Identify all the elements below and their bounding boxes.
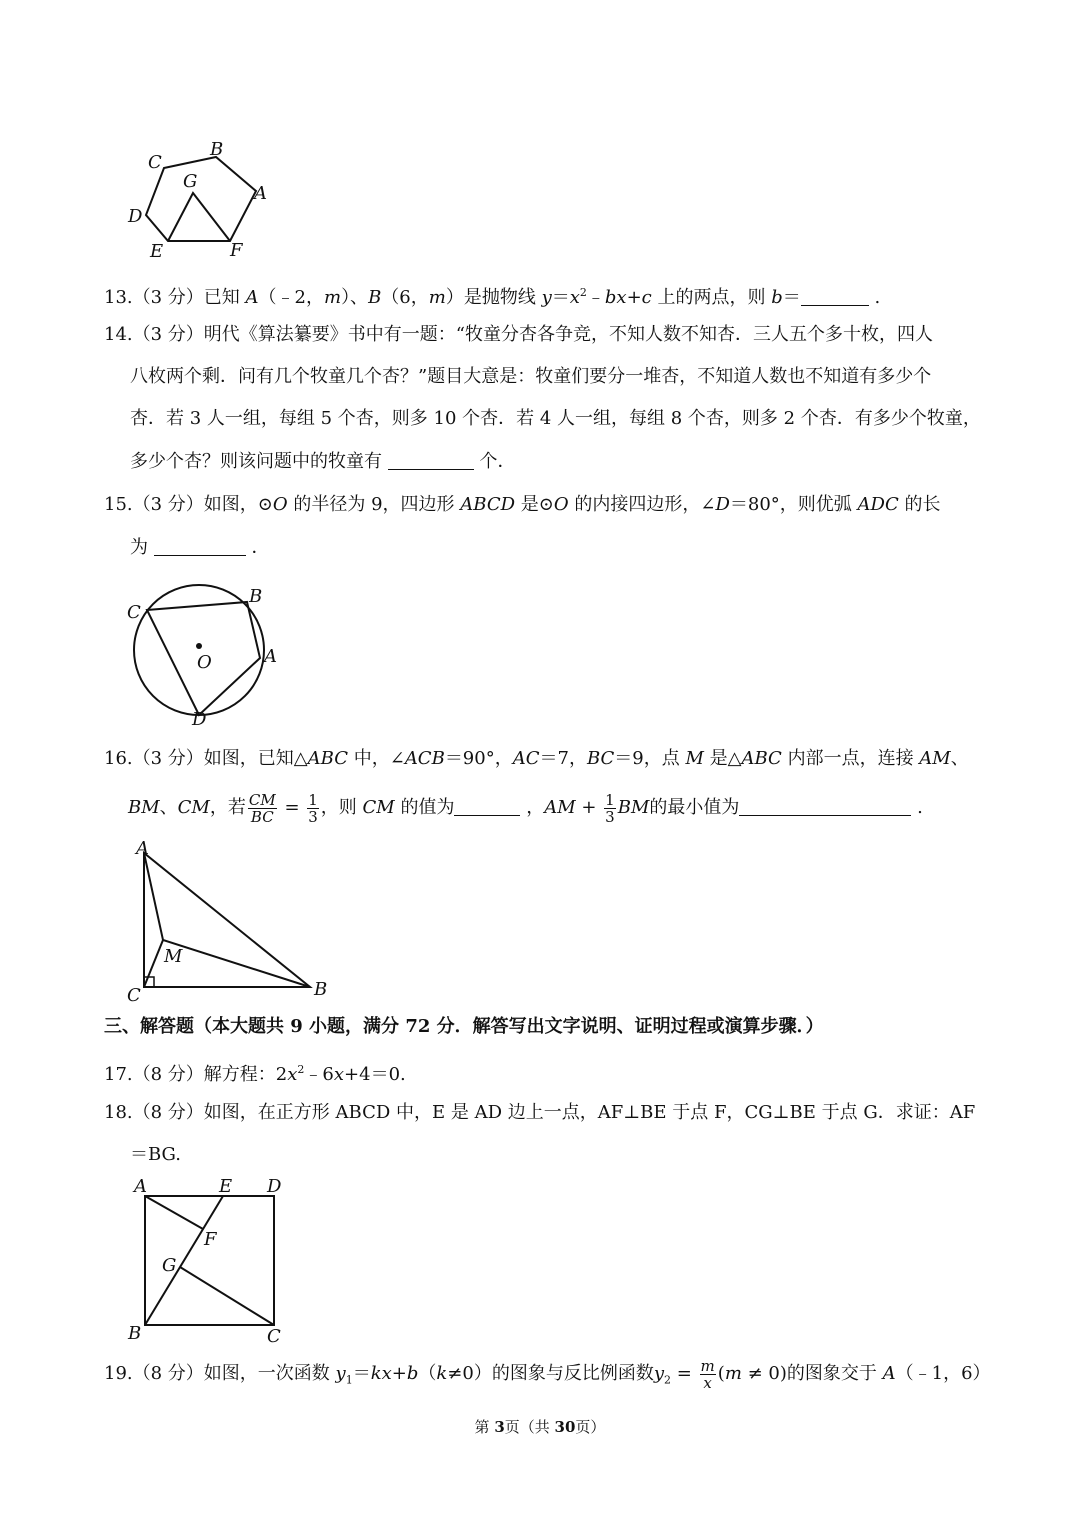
- q16-ac: AC: [512, 748, 540, 769]
- label-A: A: [134, 1176, 147, 1197]
- q13-b2: b: [771, 287, 783, 308]
- q19-eq: ＝: [352, 1363, 371, 1384]
- footer-t2: 页（共: [504, 1418, 555, 1436]
- q13-sup: 2: [579, 286, 587, 299]
- fraction-cm-bc: [248, 792, 277, 825]
- q16-plus: +: [575, 797, 603, 818]
- circle-shape: [134, 585, 264, 715]
- label-A: A: [136, 838, 149, 859]
- q16-answer-blank-1[interactable]: [454, 797, 520, 816]
- q13-eq: ＝: [551, 287, 570, 308]
- q15-answer-blank[interactable]: [154, 537, 246, 556]
- label-E: E: [150, 241, 164, 262]
- q16-abc2: ABC: [741, 748, 782, 769]
- q13-t5: 上的两点，则: [651, 287, 772, 308]
- q19-m: m: [724, 1363, 742, 1384]
- q16-t3: ＝90°，: [444, 748, 513, 769]
- q15-end: ．: [245, 537, 270, 558]
- label-C: C: [127, 602, 141, 623]
- label-A: A: [254, 183, 267, 204]
- q13-t3: （6，: [381, 287, 429, 308]
- fraction-m-x: [700, 1358, 716, 1391]
- heptagon-figure: [120, 135, 280, 265]
- q14-end: 个．: [473, 451, 516, 472]
- section-3-title: 三、解答题（本大题共 9 小题，满分 72 分．解答写出文字说明、证明过程或演算步骤．）: [104, 1016, 824, 1037]
- q16-bc: BC: [586, 748, 615, 769]
- q13-t4: ）是抛物线: [445, 287, 542, 308]
- label-F: F: [230, 240, 243, 261]
- label-D: D: [128, 206, 143, 227]
- label-B: B: [210, 139, 224, 160]
- q16-t14: 的最小值为: [649, 797, 740, 818]
- q19-t3: ≠0）的图象与反比例函数: [447, 1363, 654, 1384]
- q13-end: .: [868, 287, 881, 308]
- question-15-line-2: [130, 537, 269, 559]
- label-C: C: [127, 985, 141, 1006]
- label-D: D: [192, 709, 207, 730]
- q16-bm2: BM: [617, 797, 650, 818]
- question-14-line-1: 14.（3 分）明代《算法纂要》书中有一题：“牧童分杏各争竞，不知人数不知杏．三人五个多十枚，四人: [104, 324, 933, 345]
- q19-eq2: =: [671, 1363, 698, 1384]
- label-M: M: [164, 946, 183, 967]
- frac-num: 1: [308, 790, 318, 809]
- q16-t7: 内部一点，连接: [781, 748, 920, 769]
- q13-plus: +: [626, 287, 642, 308]
- q16-eq: =: [278, 797, 306, 818]
- q16-cm: CM: [177, 797, 210, 818]
- q17-t2: ﹣6: [304, 1064, 334, 1085]
- q16-t2: 中，∠: [348, 748, 405, 769]
- segment-cg: [180, 1267, 274, 1325]
- q16-t8: 、: [950, 748, 969, 769]
- q16-t13: ，: [520, 797, 545, 818]
- heptagon-shape: [146, 157, 256, 241]
- q16-am2: AM: [544, 797, 576, 818]
- q19-kxb: kx+b: [370, 1363, 419, 1384]
- q16-t6: 是△: [703, 748, 742, 769]
- label-C: C: [267, 1326, 281, 1347]
- q16-t9: 、: [159, 797, 178, 818]
- q16-acb: ACB: [404, 748, 445, 769]
- frac-num: CM: [248, 790, 276, 809]
- q13-m1: m: [323, 287, 342, 308]
- frac-den: 3: [605, 807, 615, 826]
- q15-abcd: ABCD: [460, 494, 516, 515]
- q16-bm: BM: [128, 797, 160, 818]
- q19-t4: (: [717, 1363, 725, 1384]
- q13-num: 13.（3 分）已知: [104, 287, 246, 308]
- q16-t4: ＝7，: [539, 748, 587, 769]
- frac-den: 3: [308, 807, 318, 826]
- frac-den: x: [703, 1373, 712, 1392]
- question-19: [104, 1352, 991, 1403]
- footer-t1: 第: [474, 1418, 495, 1436]
- q16-t5: ＝9，点: [614, 748, 686, 769]
- segment-be: [145, 1196, 223, 1325]
- question-15-line-1: [104, 494, 940, 516]
- fraction-one-third: [307, 792, 319, 825]
- label-E: E: [219, 1176, 233, 1197]
- q17-x2: x: [333, 1064, 345, 1085]
- label-O: O: [197, 652, 212, 673]
- q15-o1: O: [272, 494, 288, 515]
- question-17: [104, 1059, 406, 1086]
- q15-o2: O: [553, 494, 569, 515]
- q16-t12: 的值为: [394, 797, 455, 818]
- heptagon-triangle-lines: [168, 193, 230, 241]
- q17-t3: +4＝0.: [344, 1064, 406, 1085]
- q15-adc: ADC: [857, 494, 899, 515]
- segment-af: [145, 1196, 203, 1229]
- question-13: [104, 282, 880, 309]
- question-18-line-2: ＝BG.: [130, 1144, 182, 1165]
- label-B: B: [314, 979, 328, 1000]
- label-F: F: [204, 1229, 217, 1250]
- page-footer: [0, 1416, 1080, 1437]
- q17-t1: 17.（8 分）解方程：2: [104, 1064, 288, 1085]
- center-point: [196, 643, 202, 649]
- q13-answer-blank[interactable]: [801, 287, 869, 306]
- label-B: B: [249, 586, 263, 607]
- frac-den: BC: [250, 807, 274, 826]
- question-14-line-4: [130, 451, 515, 473]
- q13-t1: （﹣2，: [258, 287, 324, 308]
- label-B: B: [128, 1323, 142, 1344]
- q16-end: .: [911, 797, 923, 818]
- q13-a: A: [245, 287, 259, 308]
- q16-answer-blank-2[interactable]: [739, 797, 911, 816]
- q15-t5: ＝80°，则优弧: [729, 494, 858, 515]
- fraction-one-third-2: [604, 792, 616, 825]
- q15-t2: 的半径为 9，四边形: [287, 494, 461, 515]
- q15-d: D: [715, 494, 730, 515]
- q19-t1: 19.（8 分）如图，一次函数: [104, 1363, 336, 1384]
- q19-sub1: 1: [345, 1373, 353, 1387]
- q14-text: 多少个杏？则该问题中的牧童有: [130, 451, 388, 472]
- q19-a: A: [882, 1363, 896, 1384]
- q13-x: x: [569, 287, 580, 308]
- question-16-line-1: [104, 748, 969, 770]
- q17-x: x: [287, 1064, 298, 1085]
- q15-t7: 为: [130, 537, 154, 558]
- q19-y2: y: [653, 1363, 665, 1384]
- question-18-line-1: 18.（8 分）如图，在正方形 ABCD 中，E 是 AD 边上一点，AF⊥BE 于点 F，CG⊥BE 于点 G．求证：AF: [104, 1102, 976, 1123]
- frac-num: 1: [605, 790, 615, 809]
- q13-bx: bx: [604, 287, 627, 308]
- q19-t6: （﹣1，6）: [895, 1363, 991, 1384]
- label-G: G: [162, 1255, 177, 1276]
- q17-sup: 2: [297, 1063, 305, 1076]
- square-figure: [120, 1172, 300, 1350]
- q19-k: k: [436, 1363, 448, 1384]
- q16-am: AM: [919, 748, 951, 769]
- q15-t4: 的内接四边形，∠: [568, 494, 716, 515]
- label-D: D: [267, 1176, 282, 1197]
- q13-b: B: [368, 287, 382, 308]
- frac-num: m: [700, 1356, 715, 1375]
- label-G: G: [183, 171, 198, 192]
- q16-abc: ABC: [307, 748, 348, 769]
- q13-t2: ）、: [341, 287, 369, 308]
- question-14-line-3: 杏．若 3 人一组，每组 5 个杏，则多 10 个杏．若 4 人一组，每组 8 个杏，则多 2 个杏．有多少个牧童，: [130, 408, 981, 429]
- triangle-figure: [120, 838, 340, 1008]
- q19-sub2: 2: [664, 1373, 672, 1387]
- q16-m: M: [685, 748, 704, 769]
- q13-eq2: ＝: [782, 287, 801, 308]
- label-C: C: [148, 152, 162, 173]
- circle-figure: [120, 580, 290, 730]
- q15-t1: 15.（3 分）如图，⊙: [104, 494, 273, 515]
- q16-cm2: CM: [362, 797, 395, 818]
- footer-t3: 页）: [575, 1418, 606, 1436]
- q15-t3: 是⊙: [515, 494, 554, 515]
- q16-t11: ，则: [320, 797, 363, 818]
- q13-c: c: [641, 287, 652, 308]
- q19-t2: （: [418, 1363, 437, 1384]
- q16-t1: 16.（3 分）如图，已知△: [104, 748, 308, 769]
- q15-t6: 的长: [898, 494, 941, 515]
- footer-total-pages: 30: [554, 1418, 576, 1436]
- q13-m2: m: [428, 287, 446, 308]
- footer-page-number: 3: [494, 1418, 505, 1436]
- q13-minus: ﹣: [586, 287, 605, 308]
- q13-y: y: [541, 287, 552, 308]
- q19-y1: y: [335, 1363, 346, 1384]
- q14-answer-blank[interactable]: [388, 451, 474, 470]
- q16-t10: ，若: [209, 797, 246, 818]
- question-16-line-2: [128, 786, 923, 830]
- q19-t5: ≠ 0)的图象交于: [741, 1363, 883, 1384]
- question-14-line-2: 八枚两个剩．问有几个牧童几个杏？”题目大意是：牧童们要分一堆杏，不知道人数也不知道有多少个: [130, 366, 932, 387]
- label-A: A: [264, 646, 277, 667]
